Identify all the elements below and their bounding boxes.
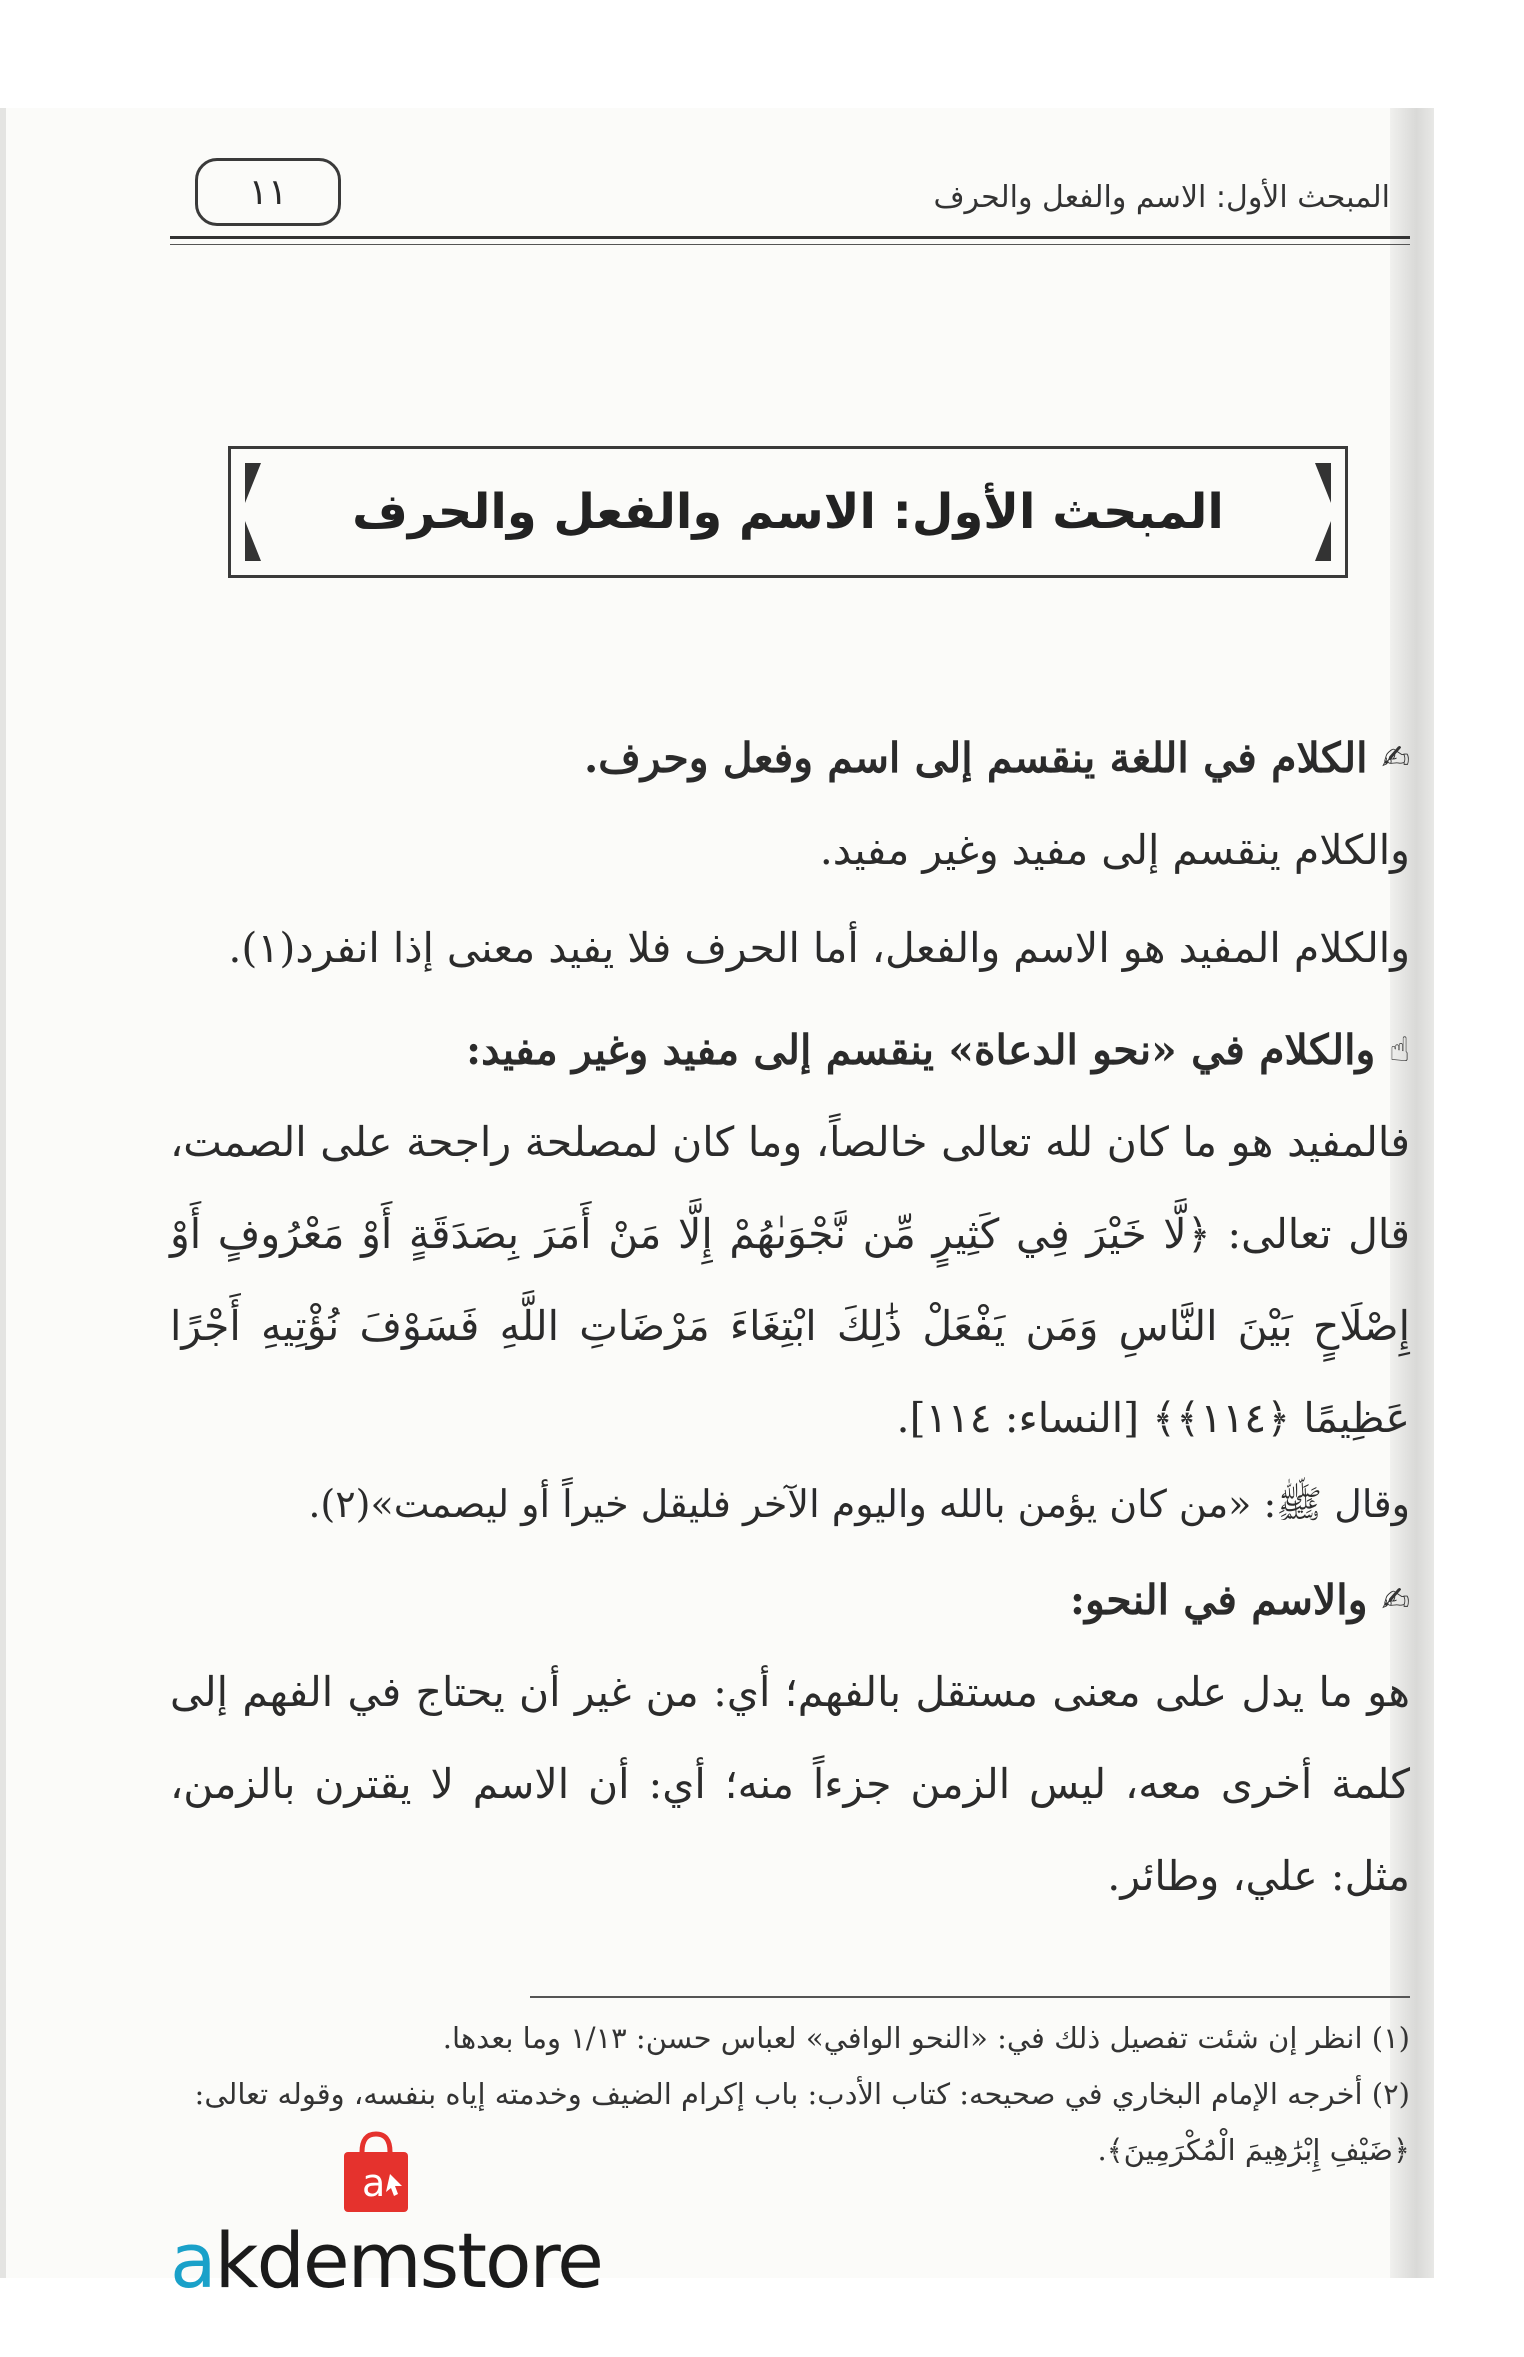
hand-pointer-icon: ☝ — [1389, 1030, 1410, 1070]
akdemstore-watermark — [170, 2130, 610, 2305]
footnote-rule — [530, 1996, 1410, 1998]
header-rule-thick — [170, 236, 1410, 239]
heading-noun-definition — [170, 1554, 1410, 1646]
page-header — [170, 150, 1410, 230]
paragraph-with-verse: فالمفيد هو ما كان لله تعالى خالصاً، وما كان لمصلحة راجحة على الصمت، قال تعالى: ﴿لَّا خَيْرَ فِي كَثِيرٍ مِّن نَّجْوَىٰهُمْ إِلَّا مَنْ أَمَرَ بِصَدَقَةٍ أَوْ مَعْرُوفٍ أَوْ إِصْلَاحٍ بَيْنَ النَّاسِ وَمَن يَفْعَلْ ذَٰلِكَ ابْتِغَاءَ مَرْضَاتِ اللَّهِ فَسَوْفَ نُؤْتِيهِ أَجْرًا عَظِيمًا ﴿١١٤﴾﴾ [النساء: ١١٤]. — [170, 1118, 1410, 1442]
main-text — [170, 712, 1410, 1922]
corner-ornament-icon — [1315, 463, 1331, 503]
heading-text: والكلام في «نحو الدعاة» ينقسم إلى مفيد وغير مفيد: — [466, 1026, 1376, 1074]
footnote-2: (٢) أخرجه الإمام البخاري في صحيحه: كتاب الأدب: باب إكرام الضيف وخدمته إياه بنفسه، وقوله تعالى: ﴿ضَيْفِ إِبْرَٰهِيمَ الْمُكْرَمِينَ﴾. — [194, 2077, 1410, 2167]
pen-icon: ✍ — [1381, 1580, 1410, 1620]
paragraph: والكلام المفيد هو الاسم والفعل، أما الحرف فلا يفيد معنى إذا انفرد(١). — [228, 924, 1410, 972]
heading-text: الكلام في اللغة ينقسم إلى اسم وفعل وحرف. — [583, 734, 1368, 782]
pen-icon: ✍ — [1381, 738, 1410, 778]
header-rule-thin — [170, 244, 1410, 245]
hadith-quote: وقال ﷺ: «من كان يؤمن بالله واليوم الآخر فليقل خيراً أو ليصمت»(٢). — [308, 1482, 1410, 1526]
page-left-edge — [0, 108, 6, 2278]
running-title: المبحث الأول: الاسم والفعل والحرف — [933, 180, 1390, 215]
section-title-box — [228, 446, 1348, 578]
corner-ornament-icon — [245, 463, 261, 503]
section-title: المبحث الأول: الاسم والفعل والحرف — [352, 484, 1224, 540]
paragraph: هو ما يدل على معنى مستقل بالفهم؛ أي: من غير أن يحتاج في الفهم إلى كلمة أخرى معه، ليس الزمن جزءاً منه؛ أي: أن الاسم لا يقترن بالزمن، مثل: علي، وطائر. — [170, 1668, 1410, 1900]
watermark-text: akdemstore — [170, 2216, 602, 2305]
footnote-1: (١) انظر إن شئت تفصيل ذلك في: «النحو الوافي» لعباس حسن: ١/١٣ وما بعدها. — [442, 2021, 1410, 2055]
paragraph: والكلام ينقسم إلى مفيد وغير مفيد. — [819, 826, 1410, 874]
corner-ornament-icon — [245, 521, 261, 561]
svg-text:a: a — [362, 2161, 386, 2205]
heading-speech-division — [170, 712, 1410, 804]
heading-dawah-grammar — [170, 1004, 1410, 1096]
corner-ornament-icon — [1315, 521, 1331, 561]
shopping-bag-icon — [340, 2130, 412, 2214]
page-number: ١١ — [195, 158, 341, 226]
heading-text: والاسم في النحو: — [1069, 1576, 1368, 1624]
